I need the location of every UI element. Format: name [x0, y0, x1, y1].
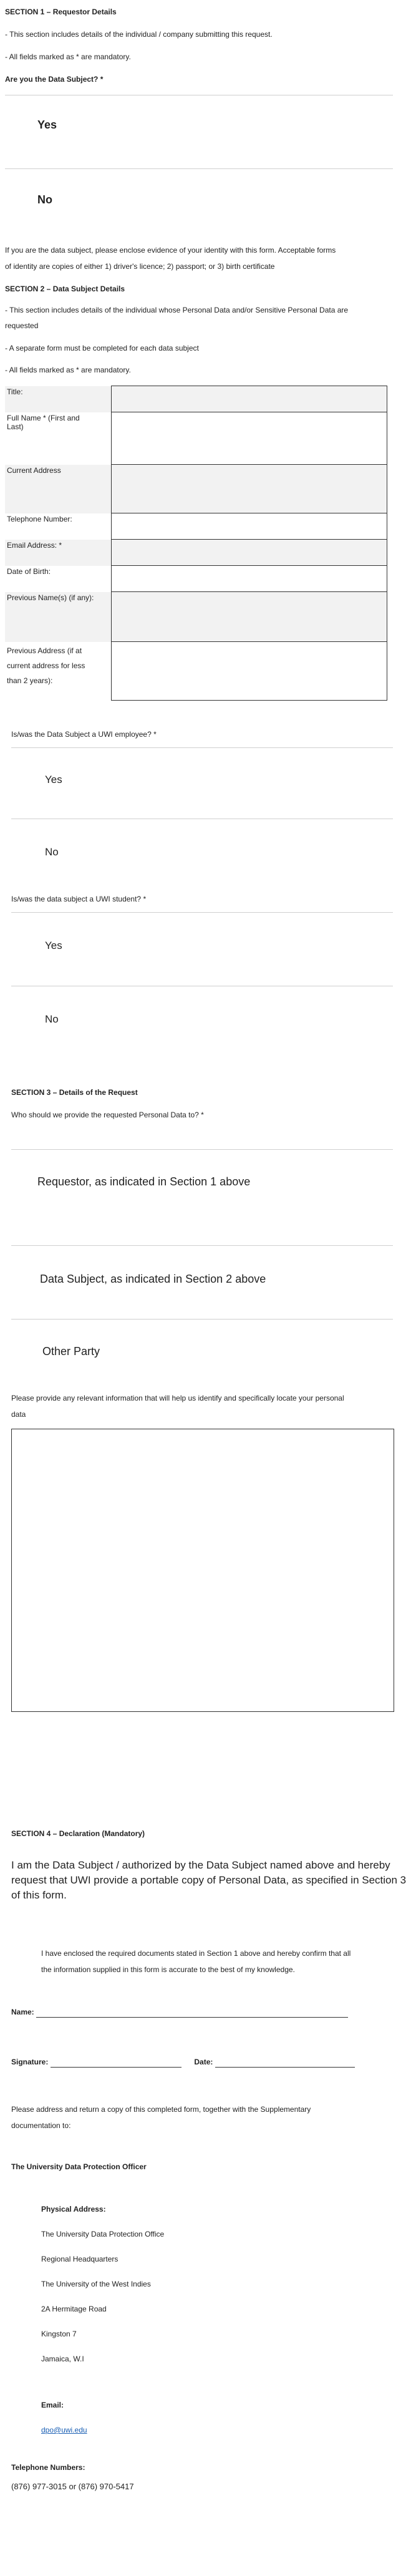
- address-line-1: The University Data Protection Office: [41, 2230, 165, 2238]
- current-address-label: Current Address: [5, 465, 112, 513]
- signature-date-line: Signature: Date:: [11, 2056, 355, 2068]
- recipient-question: Who should we provide the requested Personal Data to? *: [11, 1111, 204, 1119]
- full-name-label: Full Name * (First and Last): [5, 412, 112, 465]
- recipient-requestor-option[interactable]: Requestor, as indicated in Section 1 above: [37, 1175, 251, 1188]
- title-field[interactable]: [112, 386, 387, 412]
- section4-heading: SECTION 4 – Declaration (Mandatory): [11, 1829, 145, 1838]
- section2-heading: SECTION 2 – Data Subject Details: [5, 284, 125, 293]
- student-no-option[interactable]: No: [45, 1013, 59, 1025]
- officer-heading: The University Data Protection Officer: [11, 2162, 147, 2171]
- telephone-heading: Telephone Numbers:: [11, 2463, 85, 2472]
- name-line: Name:: [11, 2006, 348, 2018]
- previous-address-field[interactable]: [112, 642, 387, 701]
- section2-note-2: - A separate form must be completed for each data subject: [5, 344, 199, 352]
- data-subject-table: [5, 386, 387, 701]
- info-text-1: Please provide any relevant information that will help us identify and specifically locate your personal: [11, 1394, 344, 1402]
- divider: [11, 1149, 393, 1150]
- uwi-employee-question: Is/was the Data Subject a UWI employee? *: [11, 730, 157, 739]
- dob-label: Date of Birth:: [5, 566, 112, 592]
- previous-names-field[interactable]: [112, 592, 387, 642]
- section1-heading: SECTION 1 – Requestor Details: [5, 7, 117, 16]
- data-subject-no-option[interactable]: No: [37, 193, 52, 206]
- dpo-email-link[interactable]: dpo@uwi.edu: [41, 2426, 87, 2434]
- student-yes-option[interactable]: Yes: [45, 940, 62, 951]
- dob-field[interactable]: [112, 566, 387, 592]
- evidence-text-2: of identity are copies of either 1) driver's licence; 2) passport; or 3) birth certificate: [5, 262, 275, 271]
- employee-yes-option[interactable]: Yes: [45, 774, 62, 785]
- title-label: Title:: [5, 386, 112, 412]
- return-instructions-1: Please address and return a copy of this completed form, together with the Supplementary: [11, 2105, 311, 2114]
- telephone-field[interactable]: [112, 513, 387, 540]
- full-name-field[interactable]: [112, 412, 387, 465]
- address-line-6: Jamaica, W.I: [41, 2355, 84, 2363]
- info-text-2: data: [11, 1410, 26, 1419]
- divider: [5, 168, 393, 169]
- previous-address-label: Previous Address (if at current address for less than 2 years):: [5, 642, 112, 701]
- section1-note-1: - This section includes details of the individual / company submitting this request.: [5, 30, 273, 39]
- previous-names-label: Previous Name(s) (if any):: [5, 592, 112, 642]
- section2-note-1b: requested: [5, 321, 39, 330]
- telephone-numbers: (876) 977-3015 or (876) 970-5417: [11, 2482, 134, 2491]
- return-instructions-2: documentation to:: [11, 2121, 71, 2130]
- declaration-text: I am the Data Subject / authorized by the Data Subject named above and hereby request that UWI provide a portable copy of Personal Data, as specified in Section 3 of this form.: [11, 1859, 407, 1901]
- current-address-field[interactable]: [112, 465, 387, 513]
- divider: [11, 747, 393, 748]
- signature-input-line[interactable]: [51, 2067, 181, 2068]
- telephone-label: Telephone Number:: [5, 513, 112, 540]
- uwi-student-question: Is/was the data subject a UWI student? *: [11, 895, 147, 903]
- enclosed-confirmation-1: I have enclosed the required documents stated in Section 1 above and hereby confirm that all: [41, 1949, 351, 1958]
- divider: [11, 1245, 393, 1246]
- section2-note-3: - All fields marked as * are mandatory.: [5, 366, 131, 374]
- address-line-3: The University of the West Indies: [41, 2280, 151, 2288]
- address-line-5: Kingston 7: [41, 2330, 77, 2338]
- divider: [11, 1319, 393, 1320]
- physical-address-heading: Physical Address:: [41, 2205, 106, 2214]
- date-input-line[interactable]: [215, 2067, 355, 2068]
- relevant-information-textarea[interactable]: [11, 1429, 394, 1712]
- email-label: Email Address: *: [5, 540, 112, 566]
- email-heading: Email:: [41, 2401, 64, 2409]
- employee-no-option[interactable]: No: [45, 846, 59, 858]
- data-subject-question: Are you the Data Subject? *: [5, 75, 104, 84]
- enclosed-confirmation-2: the information supplied in this form is accurate to the best of my knowledge.: [41, 1965, 295, 1974]
- section1-note-2: - All fields marked as * are mandatory.: [5, 52, 131, 61]
- email-field[interactable]: [112, 540, 387, 566]
- address-line-2: Regional Headquarters: [41, 2255, 119, 2263]
- address-line-4: 2A Hermitage Road: [41, 2305, 107, 2313]
- recipient-other-party-option[interactable]: Other Party: [42, 1345, 100, 1358]
- recipient-data-subject-option[interactable]: Data Subject, as indicated in Section 2 above: [40, 1273, 266, 1285]
- data-subject-yes-option[interactable]: Yes: [37, 119, 57, 131]
- evidence-text-1: If you are the data subject, please enclose evidence of your identity with this form. Acceptable forms: [5, 246, 336, 255]
- divider: [11, 912, 393, 913]
- section2-note-1: - This section includes details of the individual whose Personal Data and/or Sensitive Personal Data are: [5, 306, 349, 314]
- section3-heading: SECTION 3 – Details of the Request: [11, 1088, 138, 1097]
- name-input-line[interactable]: [36, 2017, 348, 2018]
